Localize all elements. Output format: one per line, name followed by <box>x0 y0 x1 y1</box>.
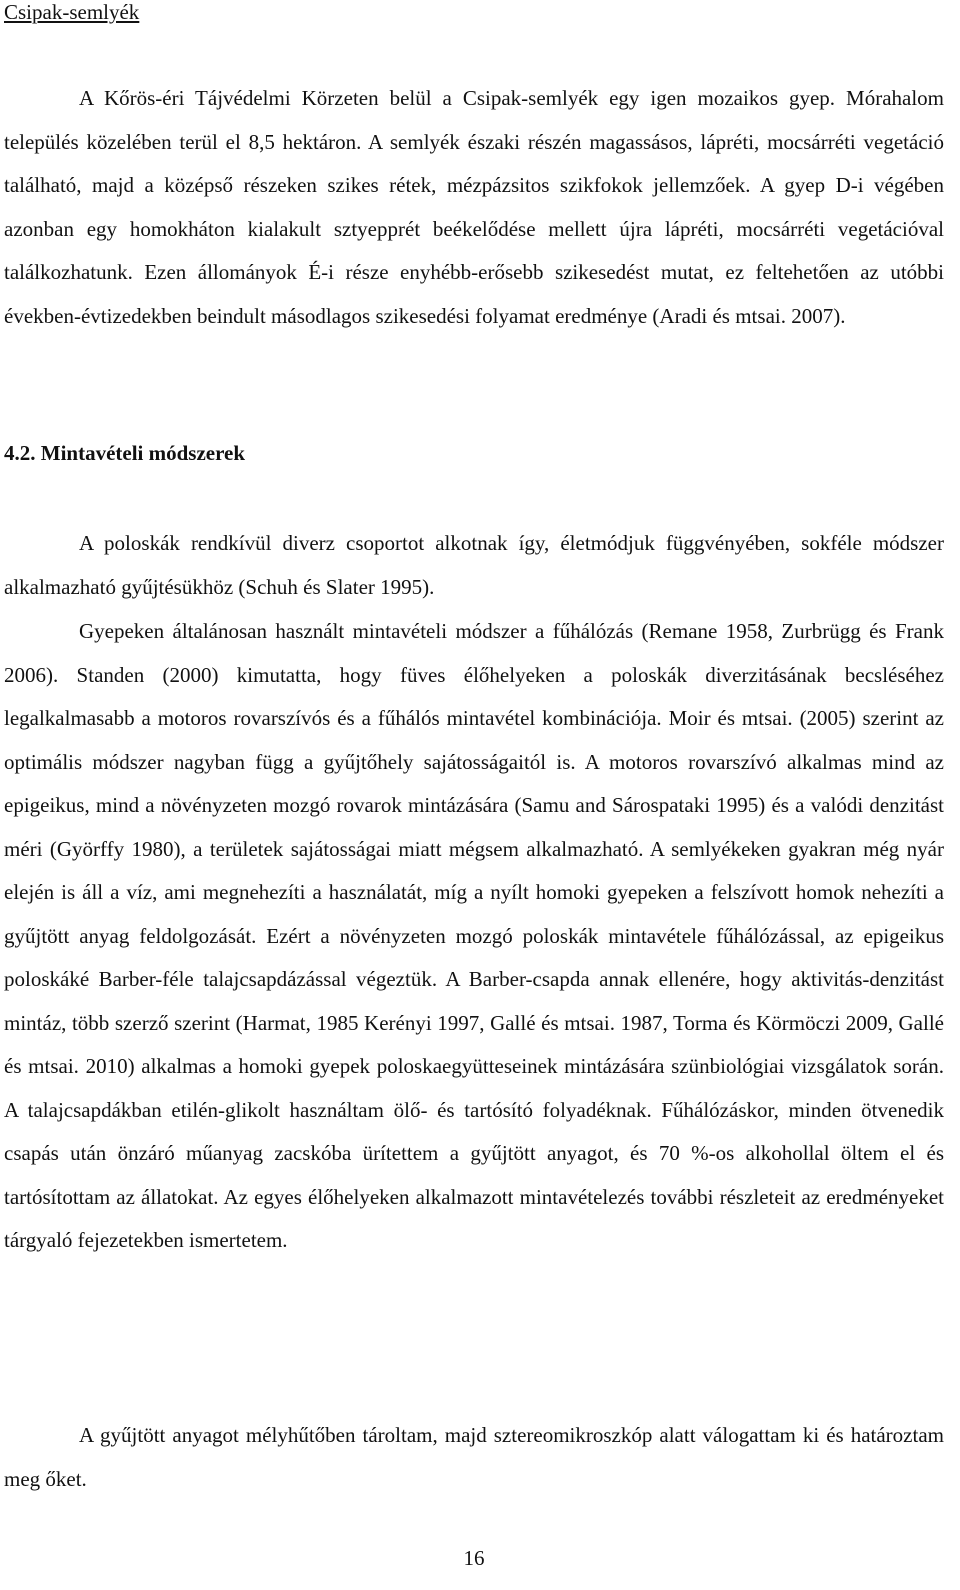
methods-paragraph-2: Gyepeken általánosan használt mintavételi módszer a fűhálózás (Remane 1958, Zurbrügg és Frank 2006). Standen (2000) kimutatta, hogy füves élőhelyeken a poloskák diverzitásának becsléséhez legalkalmasabb a motoros rovarszívós és a fűhálós mintavétel kombinációja. Moir és mtsai. (2005) szerint az optimális módszer nagyban függ a gyűjtőhely sajátosságaitól is. A motoros rovarszívó alkalmas mind az epigeikus, mind a növényzeten mozgó rovarok mintázására (Samu and Sárospataki 1995) és a valódi denzitást méri (Györffy 1980), a területek sajátosságai miatt mégsem alkalmazható. A semlyékeken gyakran még nyár elején is áll a víz, ami megnehezíti a használatát, míg a nyílt homoki gyepeken a felszívott homok nehezíti a gyűjtött anyag feldolgozását. Ezért a növényzeten mozgó poloskák mintavétele fűhálózással, az epigeikus poloskáké Barber-féle talajcsapdázással végeztük. A Barber-csapda annak ellenére, hogy aktivitás-denzitást mintáz, több szerző szerint (Harmat, 1985 Kerényi 1997, Gallé és mtsai. 1987, Torma és Körmöczi 2009, Gallé és mtsai. 2010) alkalmas a homoki gyepek poloskaegyütteseinek mintázására szünbiológiai vizsgálatok során. A talajcsapdákban etilén-glikolt használtam ölő- és tartósító folyadéknak. Fűhálózáskor, minden ötvenedik csapás után önzáró műanyag zacskóba ürítettem a gyűjtött anyagot, és 70 %-os alkohollal öltem el és tartósítottam az állatokat. Az egyes élőhelyeken alkalmazott mintavételezés további részleteit az eredményeket tárgyaló fejezetekben ismertetem. <box>4 619 944 1252</box>
section-title: Csipak-semlyék <box>4 0 140 24</box>
subsection-title: 4.2. Mintavételi módszerek <box>4 441 246 465</box>
methods-paragraph-1: A poloskák rendkívül diverz csoportot alkotnak így, életmódjuk függvényében, sokféle módszer alkalmazható gyűjtésükhöz (Schuh és Slater 1995). <box>4 531 944 599</box>
intro-paragraph: A Kőrös-éri Tájvédelmi Körzeten belül a Csipak-semlyék egy igen mozaikos gyep. Mórahalom település közelében terül el 8,5 hektáron. A semlyék északi részén magassásos, lápréti, mocsárréti vegetáció található, majd a középső részeken szikes rétek, mézpázsitos szikfokok jellemzőek. A gyep D-i végében azonban egy homokháton kialakult sztyepprét beékelődése mellett újra lápréti, mocsárréti vegetációval találkozhatunk. Ezen állományok É-i része enyhébb-erősebb szikesedést mutat, ez feltehetően az utóbbi években-évtizedekben beindult másodlagos szikesedési folyamat eredménye (Aradi és mtsai. 2007). <box>4 86 944 328</box>
methods-paragraph-3: A gyűjtött anyagot mélyhűtőben tároltam, majd sztereomikroszkóp alatt válogattam ki és határoztam meg őket. <box>4 1423 944 1491</box>
page-number: 16 <box>463 1546 485 1570</box>
document-page <box>4 0 944 1590</box>
